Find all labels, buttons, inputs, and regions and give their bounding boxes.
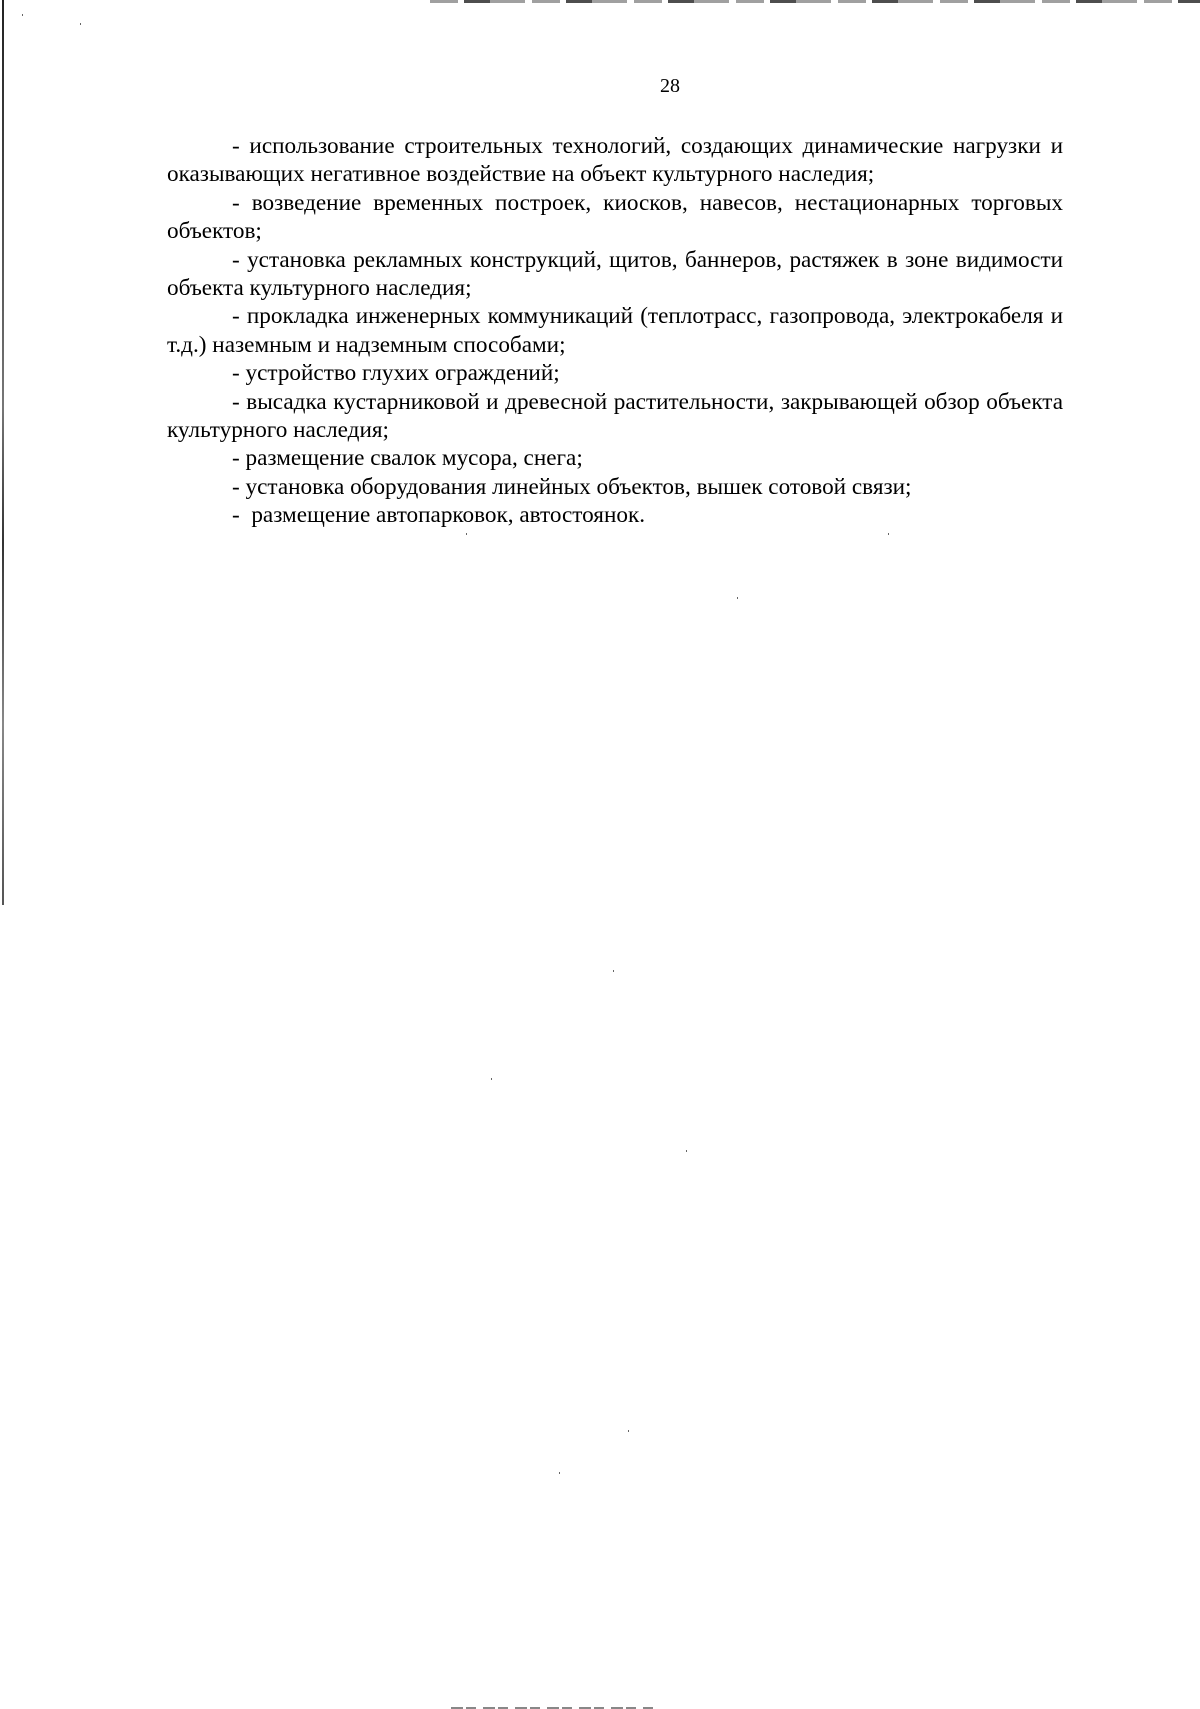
scan-speck bbox=[80, 23, 81, 25]
list-item: - установка рекламных конструкций, щитов, баннеров, растяжек в зоне видимости объекта культурного наследия; bbox=[167, 246, 1063, 302]
restrictions-list bbox=[167, 132, 1063, 530]
list-item: - устройство глухих ограждений; bbox=[232, 360, 560, 387]
list-item: - размещение автопарковок, автостоянок. bbox=[232, 502, 646, 529]
list-item: - прокладка инженерных коммуникаций (теплотрасс, газопровода, электрокабеля и т.д.) наземным и надземным способами; bbox=[167, 303, 1063, 358]
list-item: - размещение свалок мусора, снега; bbox=[232, 445, 583, 472]
scan-speck bbox=[22, 14, 23, 16]
list-item: - возведение временных построек, киосков, навесов, нестационарных торговых объектов; bbox=[167, 189, 1063, 245]
page-number: 28 bbox=[660, 75, 680, 97]
scan-speck bbox=[888, 533, 889, 535]
scan-speck bbox=[737, 597, 738, 599]
scan-speck bbox=[613, 970, 614, 972]
scan-speck bbox=[466, 533, 467, 535]
scan-edge-left bbox=[2, 0, 4, 905]
scan-edge-top bbox=[430, 0, 1200, 3]
list-item: - установка оборудования линейных объектов, вышек сотовой связи; bbox=[232, 473, 912, 500]
scan-speck bbox=[686, 1150, 687, 1152]
scan-speck bbox=[491, 1078, 492, 1080]
list-item: - высадка кустарниковой и древесной растительности, закрывающей обзор объекта культурного наследия; bbox=[167, 388, 1063, 444]
scan-speck bbox=[559, 1472, 560, 1474]
list-item: - использование строительных технологий, создающих динамические нагрузки и оказывающих негативное воздействие на объект культурного наследия; bbox=[167, 133, 1063, 188]
scan-speck bbox=[628, 1430, 629, 1432]
